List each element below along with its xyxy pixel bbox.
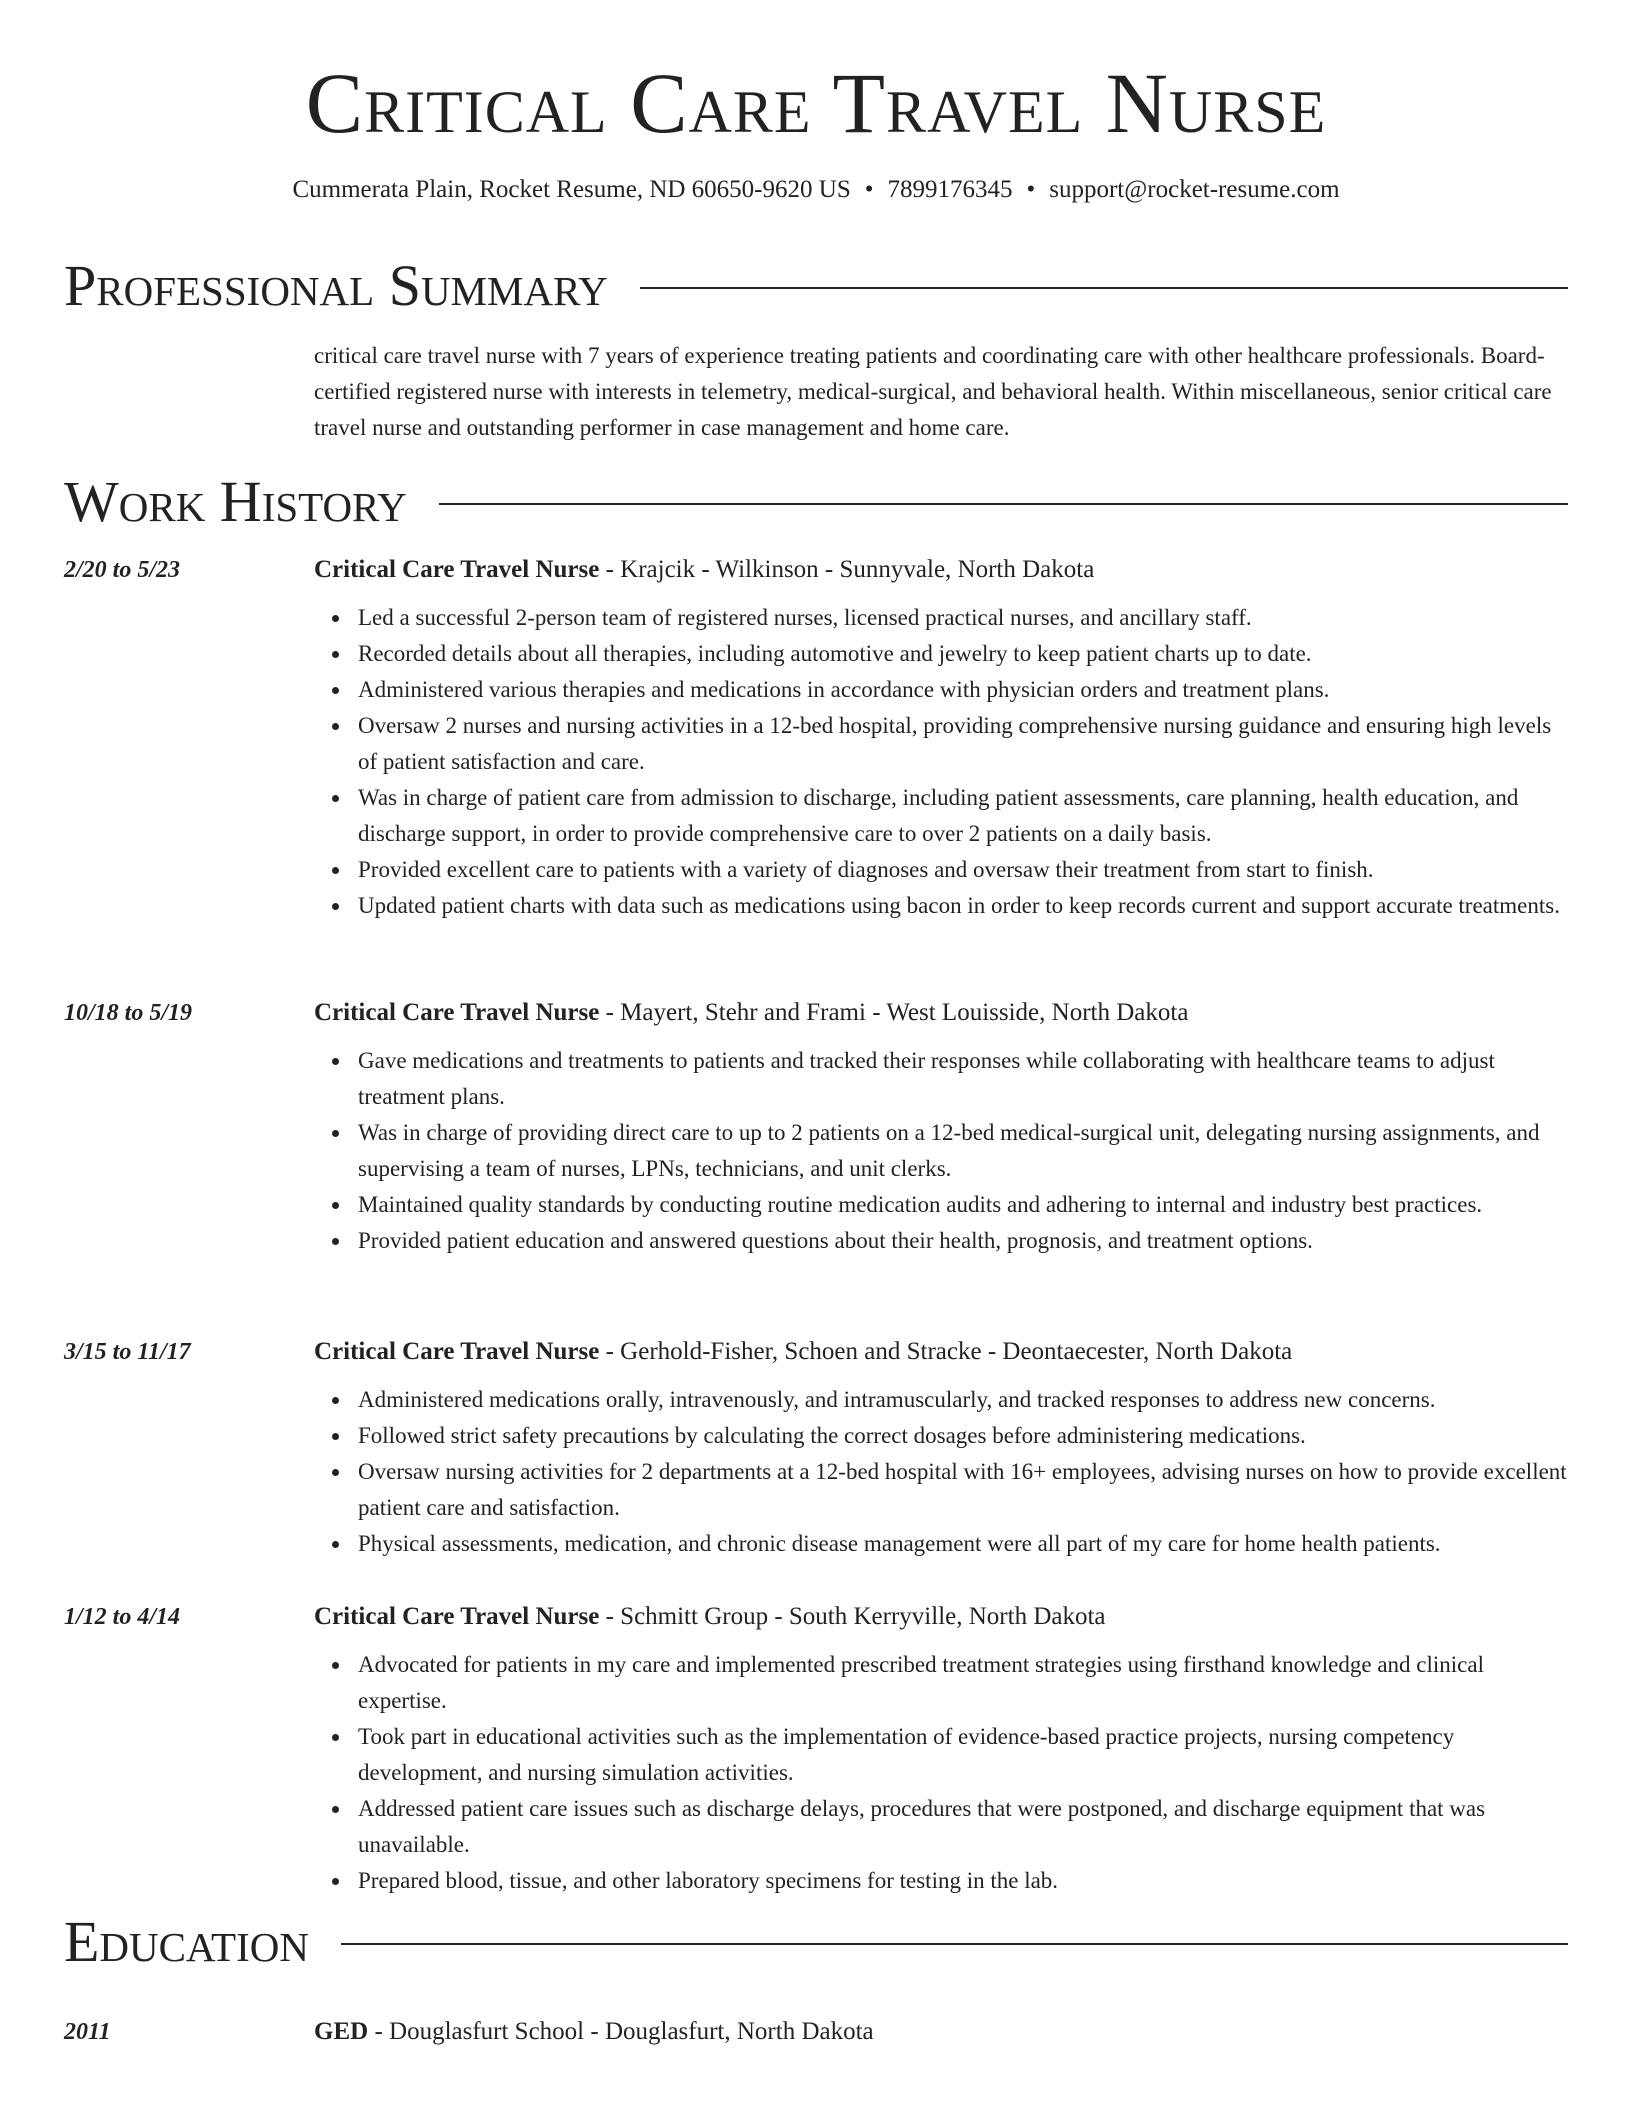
job-bullets (314, 600, 1568, 924)
contact-address: Cummerata Plain, Rocket Resume, ND 60650-9620 US (292, 176, 851, 203)
education-heading: Education (64, 1909, 309, 1974)
job-role: Critical Care Travel Nurse (314, 556, 600, 583)
job-title-line (314, 997, 1188, 1029)
job-bullet: Was in charge of patient care from admission to discharge, including patient assessments, care planning, health education, and discharge support, in order to provide comprehensive care to over 2 patients on a daily basis. (358, 780, 1568, 852)
contact-phone: 7899176345 (887, 176, 1013, 203)
job-employer-location: - Gerhold-Fisher, Schoen and Stracke - Deontaecester, North Dakota (599, 1338, 1293, 1365)
work-history-section-header (64, 469, 1568, 534)
job-dates: 3/15 to 11/17 (64, 1339, 191, 1365)
education-year: 2011 (64, 2019, 111, 2045)
education-degree: GED (314, 2018, 369, 2045)
job-bullet: Gave medications and treatments to patients and tracked their responses while collaborating with healthcare teams to adjust treatment plans. (358, 1043, 1568, 1115)
job-bullet: Led a successful 2-person team of registered nurses, licensed practical nurses, and ancillary staff. (358, 600, 1568, 636)
job-title-line (314, 1336, 1292, 1368)
job-bullet: Provided excellent care to patients with a variety of diagnoses and oversaw their treatment from start to finish. (358, 852, 1568, 888)
work-history-heading: Work History (64, 469, 407, 534)
job-bullet: Took part in educational activities such as the implementation of evidence-based practice projects, nursing competency development, and nursing simulation activities. (358, 1719, 1568, 1791)
contact-separator: • (864, 176, 874, 203)
job-bullet: Maintained quality standards by conducting routine medication audits and adhering to internal and industry best practices. (358, 1187, 1568, 1223)
job-bullet: Administered various therapies and medications in accordance with physician orders and treatment plans. (358, 672, 1568, 708)
job-bullet: Updated patient charts with data such as medications using bacon in order to keep records current and support accurate treatments. (358, 888, 1568, 924)
job-bullet: Followed strict safety precautions by calculating the correct dosages before administering medications. (358, 1418, 1568, 1454)
job-bullet: Advocated for patients in my care and implemented prescribed treatment strategies using firsthand knowledge and clinical expertise. (358, 1647, 1568, 1719)
section-divider (640, 287, 1568, 289)
job-role: Critical Care Travel Nurse (314, 1603, 600, 1630)
job-bullet: Recorded details about all therapies, including automotive and jewelry to keep patient charts up to date. (358, 636, 1568, 672)
job-role: Critical Care Travel Nurse (314, 999, 600, 1026)
job-employer-location: - Mayert, Stehr and Frami - West Louisside, North Dakota (599, 999, 1189, 1026)
job-employer-location: - Krajcik - Wilkinson - Sunnyvale, North Dakota (599, 556, 1095, 583)
summary-section-header (64, 253, 1568, 318)
summary-heading: Professional Summary (64, 253, 608, 318)
summary-text: critical care travel nurse with 7 years of experience treating patients and coordinating care with other healthcare professionals. Board-certified registered nurse with interests in telemetry, medical-surgical, and behavioral health. Within miscellaneous, senior critical care travel nurse and outstanding performer in case management and home care. (314, 343, 1552, 440)
job-bullet: Addressed patient care issues such as discharge delays, procedures that were postponed, and discharge equipment that was unavailable. (358, 1791, 1568, 1863)
education-school-location: - Douglasfurt School - Douglasfurt, North Dakota (368, 2018, 874, 2045)
resume-name: Critical Care Travel Nurse (305, 55, 1327, 151)
job-bullet: Oversaw 2 nurses and nursing activities in a 12-bed hospital, providing comprehensive nursing guidance and ensuring high levels of patient satisfaction and care. (358, 708, 1568, 780)
job-bullet: Oversaw nursing activities for 2 departments at a 12-bed hospital with 16+ employees, advising nurses on how to provide excellent patient care and satisfaction. (358, 1454, 1568, 1526)
contact-email: support@rocket-resume.com (1049, 176, 1340, 203)
job-dates: 10/18 to 5/19 (64, 1000, 193, 1026)
job-bullet: Administered medications orally, intravenously, and intramuscularly, and tracked responses to address new concerns. (358, 1382, 1568, 1418)
job-bullets (314, 1647, 1568, 1899)
contact-separator: • (1026, 176, 1036, 203)
job-dates: 1/12 to 4/14 (64, 1604, 181, 1630)
job-bullet: Was in charge of providing direct care to up to 2 patients on a 12-bed medical-surgical unit, delegating nursing assignments, and supervising a team of nurses, LPNs, technicians, and unit clerks. (358, 1115, 1568, 1187)
job-dates: 2/20 to 5/23 (64, 557, 181, 583)
contact-line (0, 174, 1632, 206)
job-bullets (314, 1382, 1568, 1562)
job-bullet: Prepared blood, tissue, and other laboratory specimens for testing in the lab. (358, 1863, 1568, 1899)
section-divider (439, 503, 1568, 505)
job-title-line (314, 554, 1094, 586)
job-bullets (314, 1043, 1568, 1259)
job-title-line (314, 1601, 1106, 1633)
education-section-header (64, 1909, 1568, 1974)
job-bullet: Provided patient education and answered questions about their health, prognosis, and treatment options. (358, 1223, 1568, 1259)
job-bullet: Physical assessments, medication, and chronic disease management were all part of my care for home health patients. (358, 1526, 1568, 1562)
job-role: Critical Care Travel Nurse (314, 1338, 600, 1365)
education-title-line (314, 2016, 874, 2048)
job-employer-location: - Schmitt Group - South Kerryville, North Dakota (599, 1603, 1106, 1630)
section-divider (341, 1943, 1568, 1945)
